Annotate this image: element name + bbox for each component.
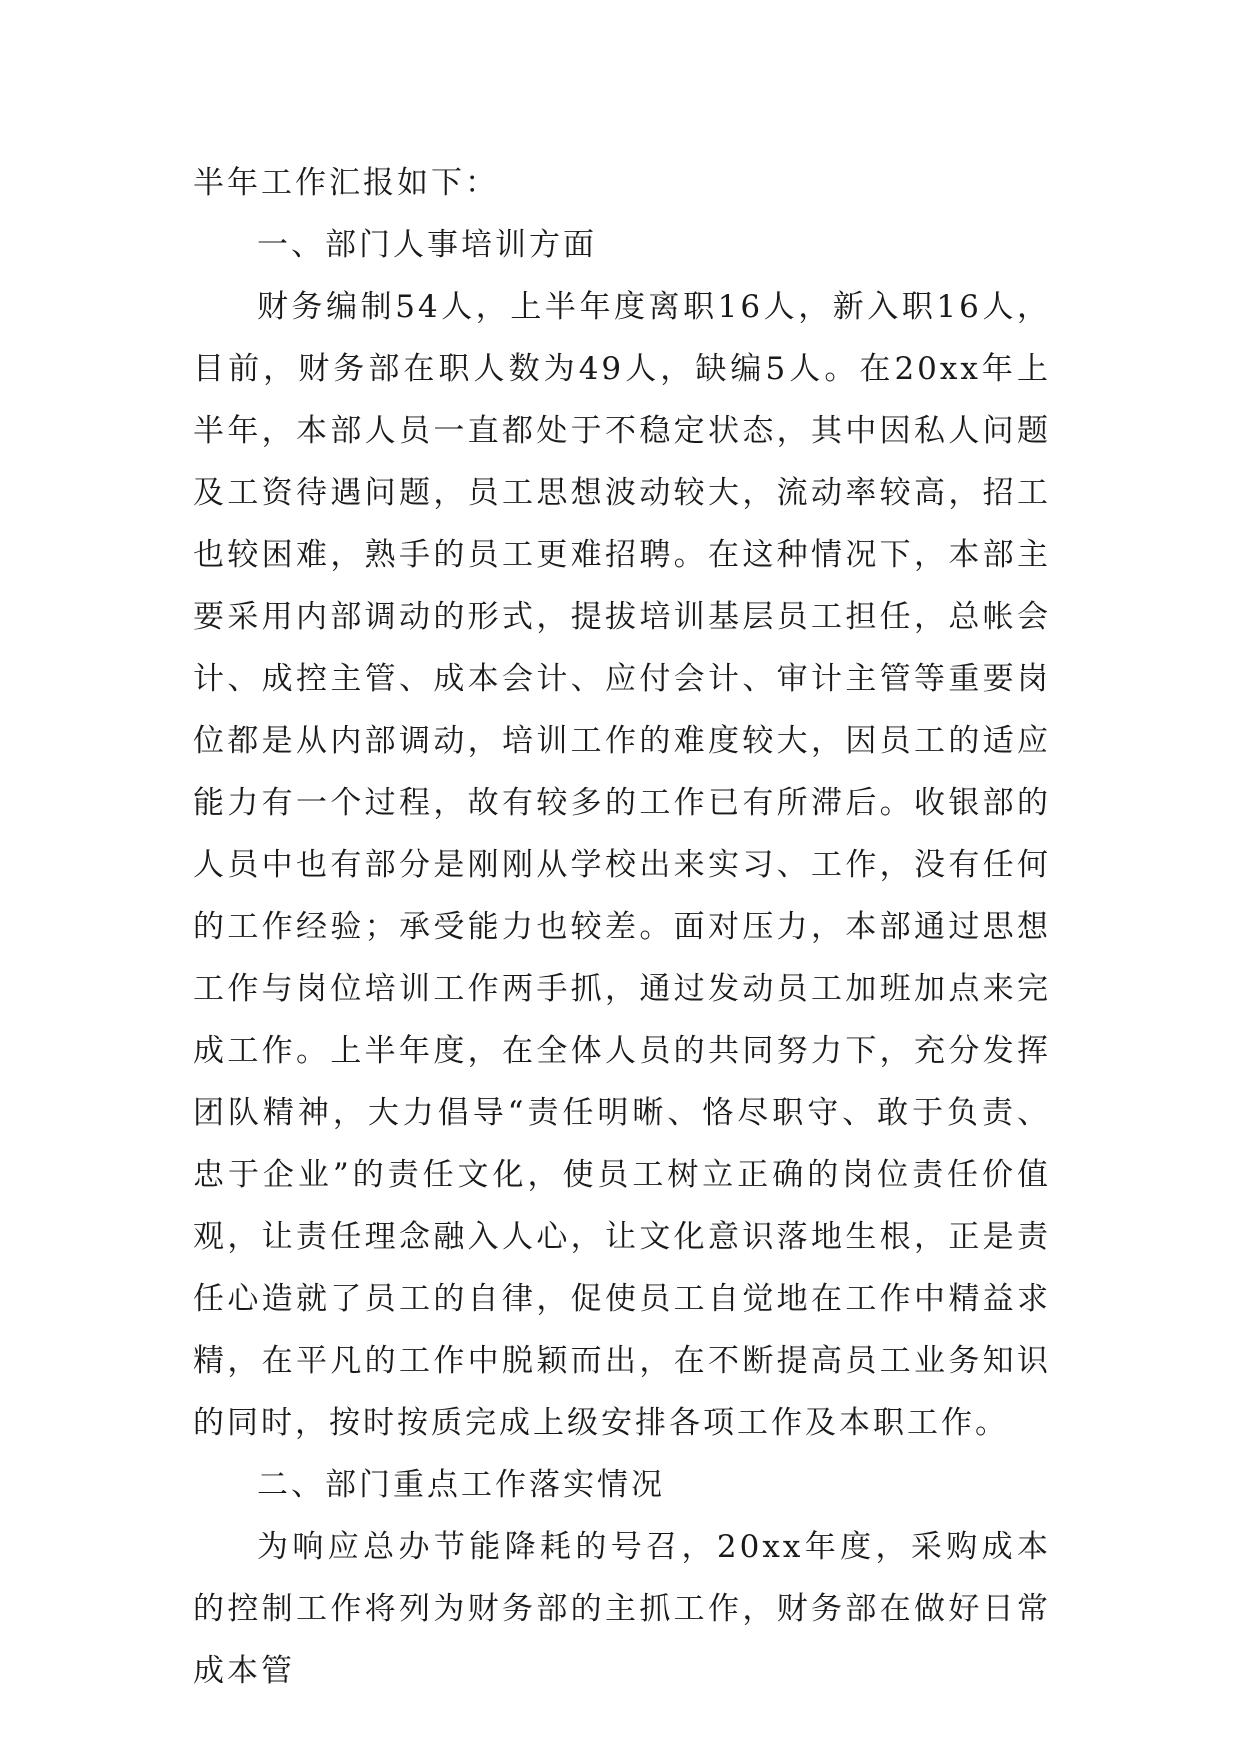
- paragraph-personnel-training: 财务编制54人，上半年度离职16人，新入职16人，目前，财务部在职人数为49人，缺编5人。在20xx年上半年，本部人员一直都处于不稳定状态，其中因私人问题及工资待遇问题，员工思想波动较大，流动率较高，招工也较困难，熟手的员工更难招聘。在这种情况下，本部主要采用内部调动的形式，提拔培训基层员工担任，总帐会计、成控主管、成本会计、应付会计、审计主管等重要岗位都是从内部调动，培训工作的难度较大，因员工的适应能力有一个过程，故有较多的工作已有所滞后。收银部的人员中也有部分是刚刚从学校出来实习、工作，没有任何的工作经验；承受能力也较差。面对压力，本部通过思想工作与岗位培训工作两手抓，通过发动员工加班加点来完成工作。上半年度，在全体人员的共同努力下，充分发挥团队精神，大力倡导“责任明晰、恪尽职守、敢于负责、忠于企业”的责任文化，使员工树立正确的岗位责任价值观，让责任理念融入人心，让文化意识落地生根，正是责任心造就了员工的自律，促使员工自觉地在工作中精益求精，在平凡的工作中脱颖而出，在不断提高员工业务知识的同时，按时按质完成上级安排各项工作及本职工作。: [193, 289, 1051, 1441]
- section-heading-personnel-training: 一、部门人事培训方面: [257, 227, 597, 263]
- intro-line: 半年工作汇报如下：: [193, 165, 499, 201]
- document-body: [193, 152, 1051, 1702]
- section-heading-key-work: 二、部门重点工作落实情况: [257, 1467, 665, 1503]
- paragraph-key-work: 为响应总办节能降耗的号召，20xx年度，采购成本的控制工作将列为财务部的主抓工作，财务部在做好日常成本管: [193, 1529, 1051, 1689]
